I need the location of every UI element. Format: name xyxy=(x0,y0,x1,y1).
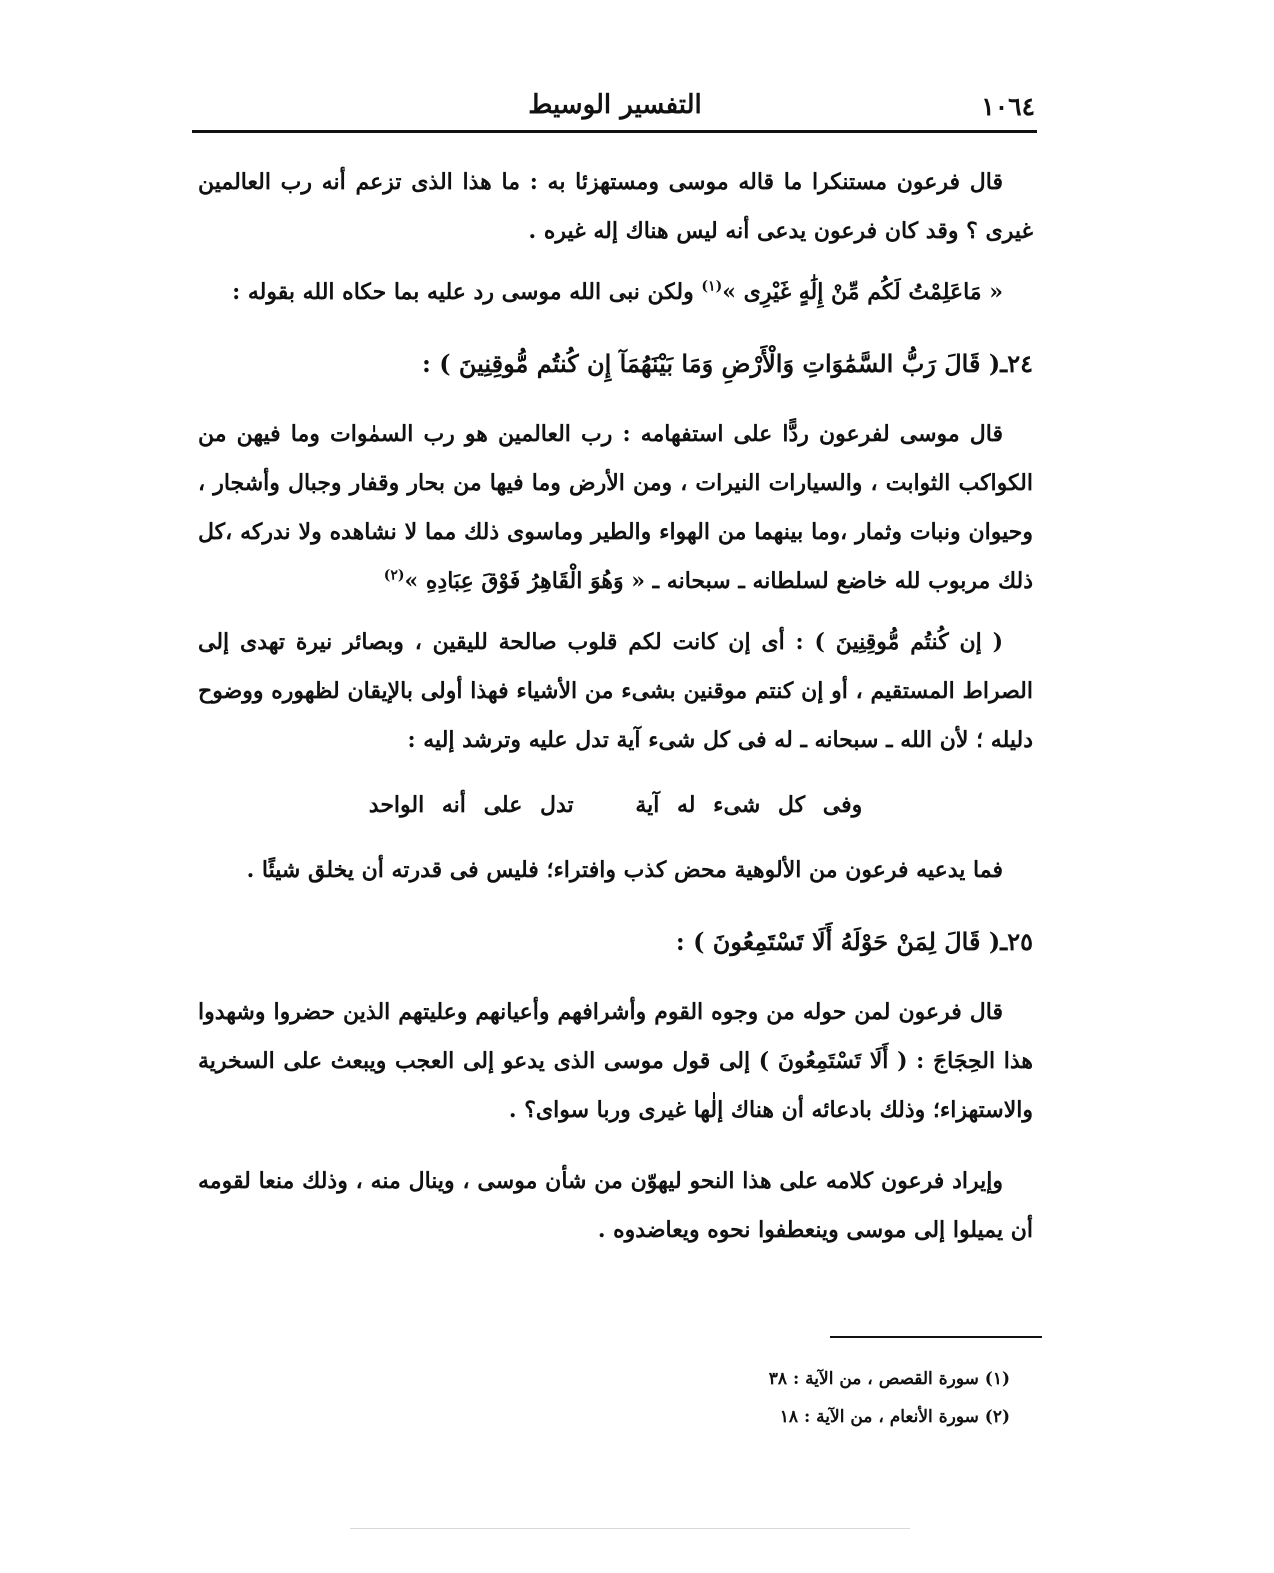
footnotes xyxy=(600,1360,1010,1436)
paragraph-text: قال موسى لفرعون ردًّا على استفهامه : رب العالمين هو رب السمٰوات وما فيهن من الكواكب الثوابت ، والسيارات النيرات ، ومن الأرض وما فيها من بحار وقفار وجبال وأشجار ، وحيوان ونبات وثمار ،وما بينهما من الهواء والطير وماسوى ذلك مما لا نشاهده ولا ندركه ،كل ذلك مربوب لله خاضع لسلطانه ـ سبحانه ـ « وَهُوَ الْقَاهِرُ فَوْقَ عِبَادِهِ » xyxy=(198,421,1033,594)
paragraph xyxy=(198,268,1033,317)
paragraph: قال فرعون لمن حوله من وجوه القوم وأشرافهم وأعيانهم وعليتهم الذين حضروا وشهدوا هذا الحِجَاجَ : ( أَلَا تَسْتَمِعُونَ ) إلى قول موسى الذى يدعو إلى العجب ويبعث على السخرية والاستهزاء؛ وذلك بادعائه أن هناك إلٰها غيرى وربا سواى؟ . xyxy=(198,999,1033,1123)
poem-verse xyxy=(198,777,1033,834)
footnote-ref: (١) xyxy=(701,278,723,295)
footnote-rule xyxy=(830,1336,1042,1338)
footnote-ref: (٢) xyxy=(383,567,405,584)
quran-quote: « مَاعَلِمْتُ لَكُم مِّنْ إِلَٰهٍ غَيْرِى » xyxy=(722,279,1003,305)
verse-heading: ٢٤ـ( قَالَ رَبُّ السَّمَٰوَاتِ وَالْأَرْضِ وَمَا بَيْنَهُمَآ إِن كُنتُم مُّوقِنِينَ ) : xyxy=(421,349,1033,378)
paragraph: قال فرعون مستنكرا ما قاله موسى ومستهزئا به : ما هذا الذى تزعم أنه رب العالمين غيرى ؟ وقد كان فرعون يدعى أنه ليس هناك إله غيره . xyxy=(198,169,1033,244)
running-title: التفسير الوسيط xyxy=(528,90,702,120)
poem-hemistich: تدل على أنه الواحد xyxy=(368,792,574,818)
poem-hemistich: وفى كل شىء له آية xyxy=(635,792,863,818)
scan-edge-line xyxy=(350,1528,910,1529)
paragraph: ( إن كُنتُم مُّوقِنِينَ ) : أى إن كانت لكم قلوب صالحة لليقين ، وبصائر نيرة تهدى إلى الصراط المستقيم ، أو إن كنتم موقنين بشىء من الأشياء فهذا أولى بالإيقان لظهوره ووضوح دليله ؛ لأن الله ـ سبحانه ـ له فى كل شىء آية تدل عليه وترشد إليه : xyxy=(198,629,1033,753)
header-rule xyxy=(192,130,1037,133)
paragraph-text: ولكن نبى الله موسى رد عليه بما حكاه الله بقوله : xyxy=(232,279,694,305)
verse-heading: ٢٥ـ( قَالَ لِمَنْ حَوْلَهُ أَلَا تَسْتَمِعُونَ ) : xyxy=(675,927,1033,956)
paragraph: فما يدعيه فرعون من الألوهية محض كذب وافتراء؛ فليس فى قدرته أن يخلق شيئًا . xyxy=(246,857,1003,883)
footnote: (١) سورة القصص ، من الآية : ٣٨ xyxy=(768,1369,1010,1389)
page-number: ١٠٦٤ xyxy=(981,92,1035,121)
paragraph: وإيراد فرعون كلامه على هذا النحو ليهوّن من شأن موسى ، وينال منه ، وذلك منعا لقومه أن يميلوا إلى موسى وينعطفوا نحوه ويعاضدوه . xyxy=(198,1168,1033,1243)
body-text xyxy=(198,158,1033,1255)
paragraph xyxy=(198,410,1033,606)
footnote: (٢) سورة الأنعام ، من الآية : ١٨ xyxy=(779,1407,1010,1427)
page-header xyxy=(195,88,1035,128)
